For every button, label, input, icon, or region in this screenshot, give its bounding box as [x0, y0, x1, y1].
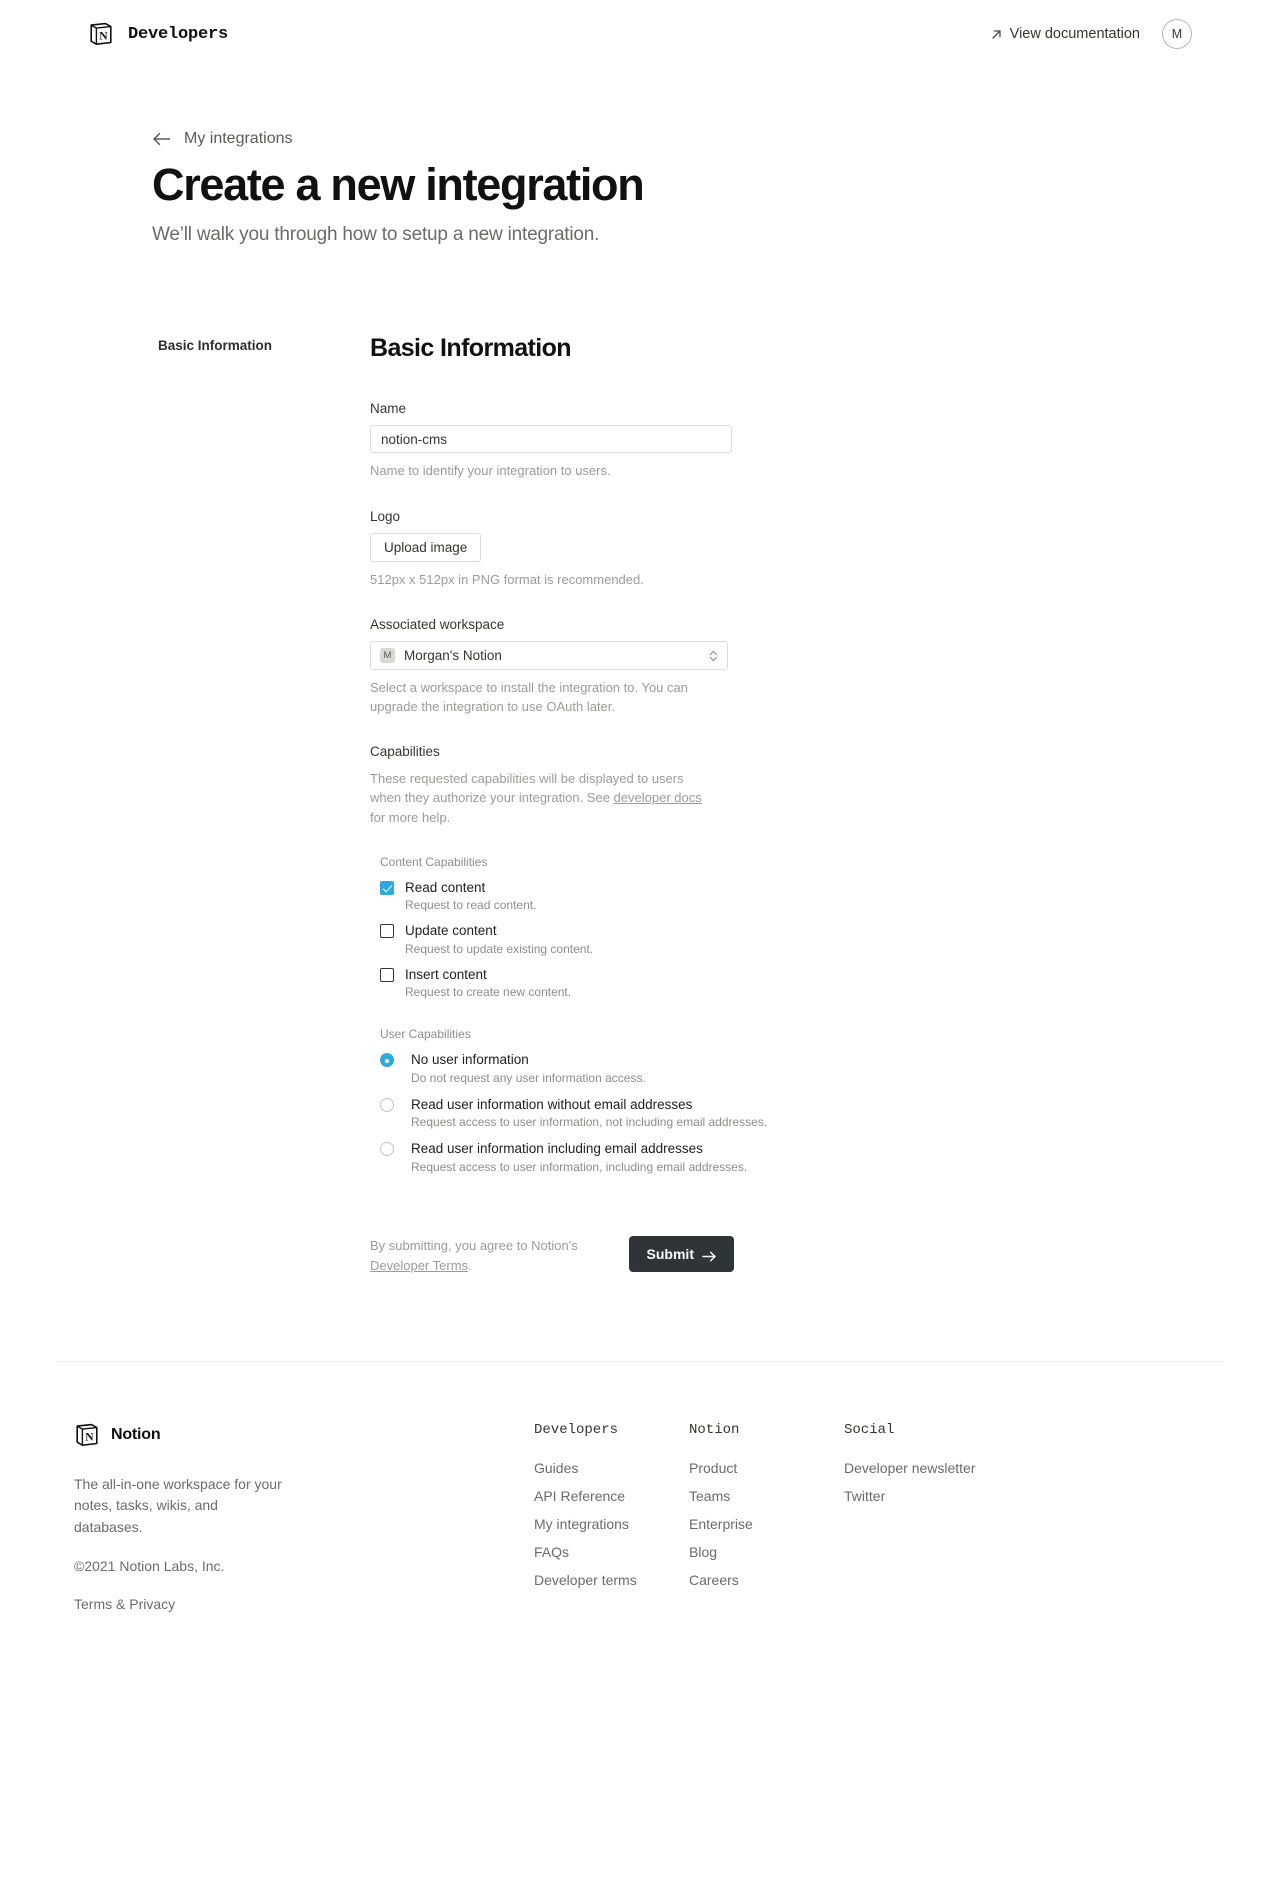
developer-docs-link[interactable]: developer docs — [613, 790, 702, 806]
content-capabilities-label: Content Capabilities — [380, 854, 488, 869]
brand[interactable] — [88, 21, 228, 47]
sidebar-item-basic-information[interactable]: Basic Information — [158, 338, 273, 354]
checkbox-row-read-content[interactable] — [380, 880, 790, 913]
workspace-badge — [380, 648, 395, 663]
back-to-my-integrations[interactable] — [152, 130, 293, 148]
checkbox-label-update-content: Update content — [405, 923, 497, 939]
footer-column-social — [844, 1422, 999, 1614]
radio-row-read-user-including-email[interactable] — [380, 1141, 790, 1174]
footer-link-api-reference[interactable]: API Reference — [534, 1488, 626, 1504]
submit-button[interactable] — [629, 1236, 734, 1272]
checkbox-row-insert-content[interactable] — [380, 967, 790, 1000]
arrow-left-icon — [152, 132, 171, 146]
footer-link-my-integrations[interactable]: My integrations — [534, 1516, 629, 1532]
footer-brand — [74, 1422, 534, 1614]
name-helper: Name to identify your integration to users. — [370, 463, 611, 479]
checkbox-row-update-content[interactable] — [380, 923, 790, 956]
checkbox-label-read-content: Read content — [405, 879, 486, 895]
footer-link-careers[interactable]: Careers — [689, 1572, 739, 1588]
radio-label-no-user-information: No user information — [411, 1052, 529, 1068]
radio-label-read-user-without-email: Read user information without email addresses — [411, 1096, 693, 1112]
workspace-badge-initial: M — [383, 650, 392, 662]
logo-helper: 512px x 512px in PNG format is recommended. — [370, 571, 644, 587]
checkbox-insert-content[interactable] — [380, 968, 394, 982]
upload-image-button[interactable]: Upload image — [370, 533, 481, 562]
name-field-group — [370, 401, 790, 480]
checkbox-update-content[interactable] — [380, 924, 394, 938]
checkbox-help-read-content: Request to read content. — [405, 898, 537, 913]
avatar[interactable] — [1162, 19, 1192, 49]
terms-part2: . — [468, 1257, 472, 1273]
radio-help-read-user-including-email: Request access to user information, including email addresses. — [411, 1160, 748, 1174]
footer-column-notion — [689, 1422, 844, 1614]
svg-text:N: N — [99, 30, 108, 43]
form-sidebar — [0, 334, 370, 1275]
terms-part1: By submitting, you agree to Notion's — [370, 1238, 578, 1253]
footer-logo-row[interactable] — [74, 1422, 534, 1448]
view-documentation-label: View documentation — [1009, 26, 1140, 42]
view-documentation-link[interactable] — [990, 26, 1140, 42]
radio-help-no-user-information: Do not request any user information access. — [411, 1070, 646, 1085]
radio-help-read-user-without-email: Request access to user information, not including email addresses. — [411, 1115, 768, 1130]
chevron-updown-icon — [709, 649, 718, 663]
submit-row — [370, 1236, 734, 1275]
checkbox-read-content[interactable] — [380, 881, 394, 895]
capabilities-group — [370, 744, 790, 1174]
content-capabilities-group — [370, 855, 790, 1000]
footer-column-title: Developers — [534, 1422, 619, 1438]
arrow-right-icon — [702, 1249, 716, 1260]
logo-field-group — [370, 509, 790, 589]
radio-row-read-user-without-email[interactable] — [380, 1097, 790, 1130]
footer-link-teams[interactable]: Teams — [689, 1488, 731, 1504]
name-label: Name — [370, 401, 407, 417]
footer-terms-privacy-link[interactable]: Terms & Privacy — [74, 1595, 176, 1612]
footer-link-product[interactable]: Product — [689, 1460, 738, 1476]
checkbox-help-insert-content: Request to create new content. — [405, 985, 572, 1000]
section-title: Basic Information — [370, 334, 571, 363]
footer-link-guides[interactable]: Guides — [534, 1460, 579, 1476]
avatar-initial: M — [1171, 27, 1183, 41]
svg-text:N: N — [85, 1431, 94, 1444]
back-label: My integrations — [184, 130, 293, 147]
capabilities-description-part1: These requested capabilities will be displayed to users when they authorize your integration. See — [370, 771, 684, 806]
workspace-helper: Select a workspace to install the integration to. You can upgrade the integration to use OAuth later. — [370, 680, 688, 714]
radio-row-no-user-information[interactable] — [380, 1052, 790, 1085]
page-title: Create a new integration — [152, 159, 644, 210]
workspace-select[interactable] — [370, 641, 728, 670]
page-subtitle: We’ll walk you through how to setup a new integration. — [152, 224, 600, 246]
footer-link-developer-terms[interactable]: Developer terms — [534, 1572, 637, 1588]
arrow-up-right-icon — [990, 28, 1003, 41]
workspace-selected-value: Morgan's Notion — [404, 648, 502, 664]
footer-copyright: ©2021 Notion Labs, Inc. — [74, 1557, 225, 1574]
brand-name: Developers — [128, 24, 229, 44]
user-capabilities-group — [370, 1027, 790, 1174]
site-header — [0, 0, 1280, 68]
site-footer — [0, 1362, 1280, 1674]
form-content — [370, 334, 790, 1275]
name-input[interactable] — [370, 425, 732, 453]
form-area — [0, 246, 1280, 1275]
terms-text — [370, 1236, 585, 1275]
notion-logo-icon — [88, 21, 114, 47]
developer-terms-link[interactable]: Developer Terms — [370, 1257, 469, 1273]
capabilities-description-part2: for more help. — [370, 809, 451, 825]
radio-no-user-information[interactable] — [380, 1053, 394, 1067]
submit-button-label: Submit — [646, 1246, 694, 1262]
workspace-label: Associated workspace — [370, 617, 505, 633]
user-capabilities-label: User Capabilities — [380, 1027, 471, 1042]
hero — [0, 68, 1280, 246]
radio-label-read-user-including-email: Read user information including email addresses — [411, 1141, 703, 1157]
checkbox-label-insert-content: Insert content — [405, 966, 487, 982]
footer-link-enterprise[interactable]: Enterprise — [689, 1516, 753, 1532]
notion-logo-icon — [74, 1422, 100, 1448]
footer-link-developer-newsletter[interactable]: Developer newsletter — [844, 1460, 976, 1476]
footer-link-blog[interactable]: Blog — [689, 1544, 718, 1560]
radio-read-user-including-email[interactable] — [380, 1142, 394, 1156]
footer-column-title: Notion — [689, 1422, 740, 1438]
footer-link-faqs[interactable]: FAQs — [534, 1544, 570, 1560]
footer-blurb: The all-in-one workspace for your notes, tasks, wikis, and databases. — [74, 1476, 282, 1535]
checkbox-help-update-content: Request to update existing content. — [405, 941, 594, 956]
footer-logo-name: Notion — [111, 1426, 161, 1443]
header-actions — [990, 19, 1192, 49]
footer-column-developers — [534, 1422, 689, 1614]
workspace-field-group — [370, 617, 790, 716]
logo-label: Logo — [370, 508, 401, 524]
footer-column-title: Social — [844, 1422, 895, 1438]
footer-link-twitter[interactable]: Twitter — [844, 1488, 886, 1504]
capabilities-description — [370, 769, 718, 827]
capabilities-label: Capabilities — [370, 744, 440, 760]
radio-read-user-without-email[interactable] — [380, 1098, 394, 1112]
